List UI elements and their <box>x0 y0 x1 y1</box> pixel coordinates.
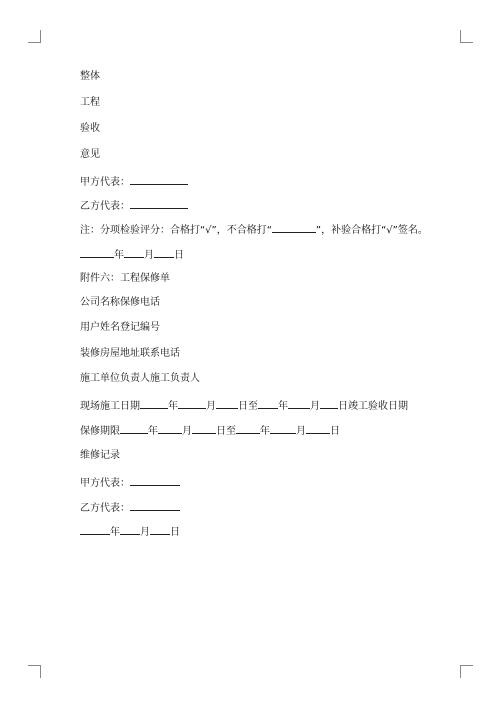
day-blank <box>150 524 170 535</box>
blank <box>288 398 310 409</box>
warranty-label: 保修期限 <box>80 426 120 437</box>
date-line-1 <box>80 247 184 263</box>
blank <box>120 423 148 434</box>
contractor-row: 施工单位负责人施工负责人 <box>80 373 200 384</box>
party-b-blank <box>130 500 180 511</box>
party-a-blank <box>130 174 188 185</box>
month-label: 月 <box>296 426 306 437</box>
month-label: 月 <box>140 527 150 538</box>
note-blank <box>272 222 316 233</box>
date-line-2 <box>80 524 180 540</box>
blank <box>270 423 296 434</box>
user-row: 用户姓名登记编号 <box>80 322 160 333</box>
completion-label: 日竣工验收日期 <box>338 401 408 412</box>
blank <box>306 423 330 434</box>
note-text-part2: ”，补验合格打“√”签名。 <box>315 225 428 236</box>
construction-date-label: 现场施工日期 <box>80 401 140 412</box>
day-to-label: 日至 <box>238 401 258 412</box>
day-label: 日 <box>330 426 340 437</box>
day-label: 日 <box>170 527 180 538</box>
construction-date-row <box>80 398 408 414</box>
blank <box>158 423 182 434</box>
blank <box>178 398 206 409</box>
party-a-label: 甲方代表： <box>80 478 130 489</box>
month-blank <box>120 524 140 535</box>
text-gongcheng: 工程 <box>80 97 100 108</box>
party-b-signature-line-2 <box>80 500 180 516</box>
party-b-label: 乙方代表： <box>80 201 130 212</box>
day-blank <box>154 247 174 258</box>
year-label: 年 <box>148 426 158 437</box>
party-a-label: 甲方代表： <box>80 177 130 188</box>
blank <box>258 398 278 409</box>
year-label: 年 <box>260 426 270 437</box>
party-b-blank <box>130 198 188 209</box>
month-label: 月 <box>206 401 216 412</box>
month-blank <box>124 247 144 258</box>
corner-mark-bottom-left <box>28 665 41 678</box>
month-label: 月 <box>182 426 192 437</box>
party-a-signature-line-2 <box>80 475 180 491</box>
blank <box>320 398 338 409</box>
day-label: 日 <box>174 250 184 261</box>
year-label: 年 <box>114 250 124 261</box>
month-label: 月 <box>310 401 320 412</box>
corner-mark-bottom-right <box>460 665 473 678</box>
corner-mark-top-right <box>460 30 473 43</box>
text-yijian: 意见 <box>80 149 100 160</box>
warranty-period-row <box>80 423 340 439</box>
month-label: 月 <box>144 250 154 261</box>
blank <box>236 423 260 434</box>
party-b-signature-line <box>80 198 188 214</box>
party-a-signature-line <box>80 174 188 190</box>
day-to-label: 日至 <box>216 426 236 437</box>
company-row: 公司名称保修电话 <box>80 297 160 308</box>
blank <box>140 398 168 409</box>
year-label: 年 <box>168 401 178 412</box>
party-a-blank <box>130 475 180 486</box>
year-blank <box>80 524 110 535</box>
blank <box>192 423 216 434</box>
note-line <box>80 222 428 238</box>
text-zhengti: 整体 <box>80 71 100 82</box>
blank <box>216 398 238 409</box>
text-yanshou: 验收 <box>80 123 100 134</box>
appendix-title: 附件六：工程保修单 <box>80 273 170 284</box>
address-row: 装修房屋地址联系电话 <box>80 348 180 359</box>
note-text-part1: 注：分项检验评分：合格打“√”，不合格打“ <box>80 225 272 236</box>
maintenance-record-title: 维修记录 <box>80 450 120 461</box>
year-label: 年 <box>278 401 288 412</box>
corner-mark-top-left <box>28 30 41 43</box>
year-label: 年 <box>110 527 120 538</box>
year-blank <box>80 247 114 258</box>
party-b-label: 乙方代表： <box>80 503 130 514</box>
